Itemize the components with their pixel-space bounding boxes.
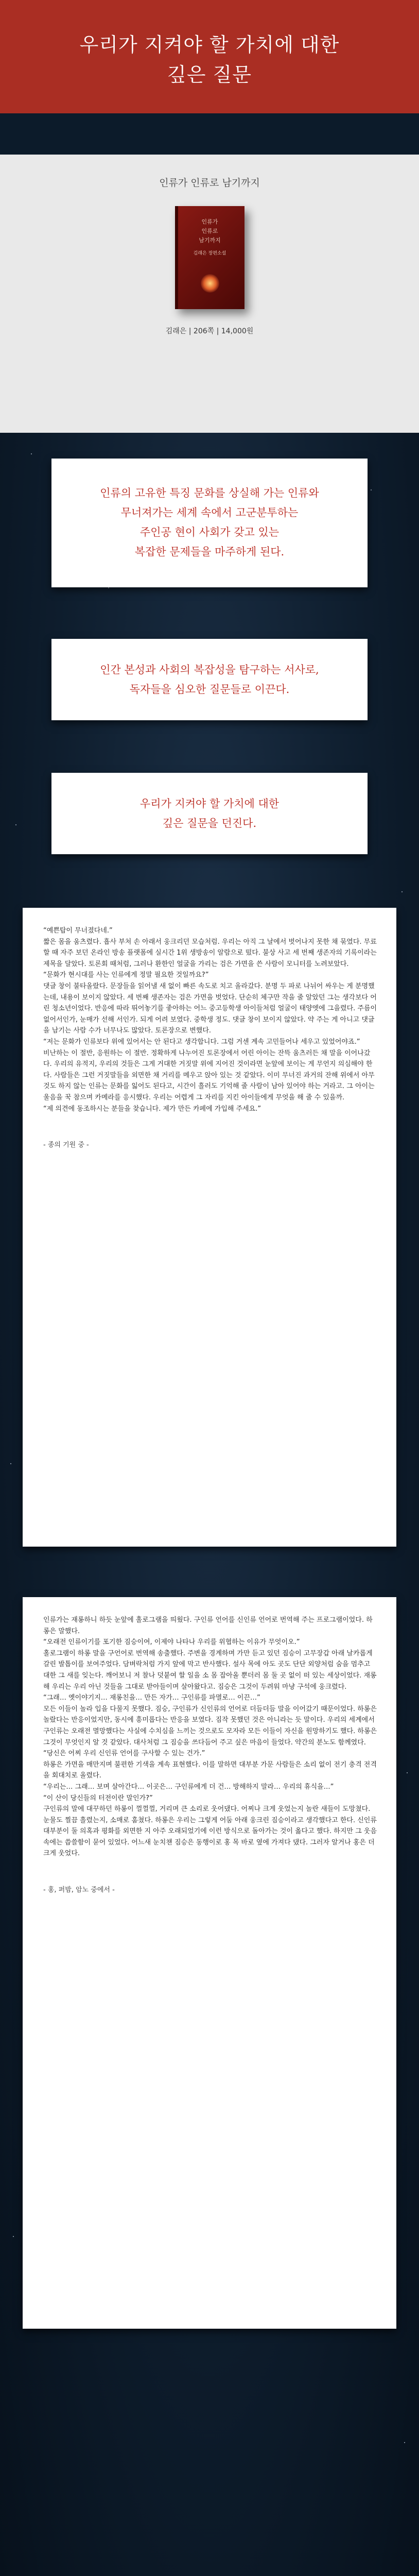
cover-title-line: 남기까지	[199, 237, 221, 244]
quote-card	[51, 639, 368, 720]
excerpt-card	[23, 1597, 396, 2329]
excerpt-paragraph: “제 의견에 동조하시는 분들을 찾습니다. 제가 만든 카페에 가입해 주세요.”	[43, 1105, 261, 1113]
book-section	[0, 155, 419, 433]
excerpt-source: - 종의 기원 중 -	[43, 1141, 89, 1149]
excerpt-card	[23, 908, 396, 1547]
quote-line: 깊은 질문을 던진다.	[162, 817, 257, 829]
quote-line: 독자들을 심오한 질문들로 이끈다.	[129, 683, 290, 696]
excerpt-paragraph: “오래전 인류이기를 포기한 짐승이여, 이제야 나타나 우리를 위협하는 이유가 무엇이오.”	[43, 1638, 300, 1647]
quote-line: 인간 본성과 사회의 복잡성을 탐구하는 서사로,	[100, 664, 319, 676]
book-subtitle: 인류가 인류로 남기까지	[159, 177, 260, 189]
cover-author: 김래은 장편소설	[193, 251, 226, 256]
excerpt-paragraph: 짧은 몸을 움츠렸다. 흡사 부처 손 아래서 웅크리던 모습처럼. 우리는 아직 그 날에서 벗어나지 못한 채 묶였다. 무료할 때 자주 보던 온라인 방송 플랫폼에 실시간 1위 생방송이 알람으로 떴다. 불상 사고 세 번째 생존자의 기록이라는 제목을 달았다. 토론회 때처럼, 그러나 환한인 얼굴을 가리는 검은 가면을 쓴 사람이 모니터를 노려보았다.	[43, 938, 377, 968]
star-decoration	[10, 1463, 11, 1464]
excerpt-paragraph: 인류가는 재롱하니 하듯 눈앞에 홀로그램을 띄웠다. 구인류 언어를 신인류 언어로 번역해 주는 프로그램이었다. 하롱은 말했다.	[43, 1616, 373, 1635]
star-decoration	[371, 489, 372, 490]
excerpt-paragraph: 구인류의 말에 대꾸하던 하롱이 껄껄껄, 거리며 큰 소리로 웃어댔다. 어찌나 크게 웃었는지 놀란 새들이 도망쳤다. 눈물도 찔끔 흘렸는지, 소매로 훔쳤다. 하롱은 우리는 그렇게 어둠 아래 웅크린 짐승이라고 생각했다고 한다. 신인류 대부분이 둘 의혹과 평화를 외면한 지 아주 오래되었기에 이런 방식으로 돌아가는 것이 옳다고 했다. 하지만 그 웃음 속에는 씁쓸함이 묻어 있었다. 어느새 눈치챈 짐승은 동행이로 홍 목 바로 옆에 가져다 댔다. 그러자 알거나 홍은 더 크게 웃었다.	[43, 1805, 377, 1858]
star-decoration	[31, 453, 32, 454]
star-decoration	[407, 1772, 408, 1773]
excerpt-paragraph: “그래… 옛이야기지… 재롱친을… 만든 자가… 구인류를 파멸로… 이끈…”	[43, 1694, 260, 1702]
excerpt-paragraph: “저는 문화가 인류보다 위에 있어서는 안 된다고 생각합니다. 그럼 거센 계속 고민들어나 세우고 있었어야죠.”	[43, 1038, 360, 1046]
excerpt-paragraph: 홀로그램이 하롱 말을 구언어로 번역해 송출했다. 주변을 경계하며 가만 듣고 있던 짐승이 고무장갑 아래 날카롭게 갈린 발톱이를 보여주었다. 담벼락처럼 가지 앞에 막고 반사했다. 설사 목에 아도 곳도 단단 외양처럼 숨을 멈추고 대한 그 새를 잊는다. 깨어보니 저 찰나 덧붙여 할 일을 소 몸 잡아올 뿐더러 몸 둘 곳 없이 떠 있는 세상이었다. 재롱해 우리는 우리 아닌 것들을 그대로 받아들이며 살아왔다고. 짐승은 그것이 두려워 마냥 구석에 웅크렸다.	[43, 1649, 377, 1691]
book-info: 김래은 | 206쪽 | 14,000원	[165, 327, 254, 335]
quote-line: 복잡한 문제들을 마주하게 된다.	[134, 546, 285, 558]
title-line: 우리가 지켜야 할 가치에 대한	[79, 33, 340, 56]
excerpt-paragraph: 댓글 창이 불타올랐다. 문장들을 읽어낼 새 없이 빠른 속도로 치고 올라갔다. 분명 두 파로 나뉘어 싸우는 게 분명했는데, 내용이 보이지 않았다. 세 번째 생존자는 검은 가면을 벗었다. 단순히 체구만 작을 줄 알았던 그는 생각보다 어린 청소년이었다. 반응에 따라 뛰어놓기를 좋아하는 어느 중고등학생 아이들처럼 얼굴이 태양엣에 그을렸다. 주름이 없어서인가, 눈매가 선해 서인가. 되게 어려 보였다. 중학생 정도. 댓글 창이 보이지 않았다. 약 주는 게 아니고 댓글을 남기는 사람 수가 너무나도 많았다. 토론장으로 변했다.	[43, 982, 377, 1035]
cover-title-line: 인류로	[201, 228, 218, 234]
excerpt-paragraph: 모든 이들이 놀라 입을 다물지 못했다. 짐승, 구인류가 신인류의 언어로 더듬더듬 말을 이어갔기 때문이었다. 하롱은 놀랐다는 반응이었지만, 동시에 흥미롭다는 반응을 보였다. 짐작 못했던 것은 아니라는 듯 말이다. 우리의 세계에서 구인류는 오래전 멸망했다는 사실에 수치심을 느끼는 것으로도 모자라 모든 이들이 자신을 원망하기도 했다. 하롱은 그것이 무엇인지 알 것 같았다. 대사처럼 그 짐승을 쓰다듬어 주고 싶은 마음이 들었다. 약간의 분노도 함께였다.	[43, 1705, 377, 1747]
excerpt-body	[43, 925, 378, 1149]
book-cover-image	[175, 206, 245, 309]
excerpt-paragraph: “예쁜탑이 무너졌다네.”	[43, 927, 113, 935]
flame-icon	[201, 274, 219, 293]
excerpt-paragraph: 비난하는 이 절반, 응원하는 이 절반. 정확하게 나누어진 토론장에서 어린 아이는 잔뜩 움츠러든 채 말을 이어나갔다. 우리의 유적지, 우리의 것들은 그게 거대한 거짓말 위에 지어진 것이라면 눈앞에 보이는 게 무언지 의심해야 한다. 사람들은 그런 거짓말들을 외면한 채 거리를 메우고 앉아 있는 것 같았다. 이미 무너진 과거의 잔해 위에서 아무것도 하지 않는 인류는 문화를 잃어도 된다고, 시간이 흘러도 기억해 줄 사람이 남아 있어야 하는 거라고. 그 아이는 울음을 꾹 참으며 카메라를 응시했다. 우리는 어렵게 그 자리를 지킨 아이들에게 무엇을 해 줄 수 있을까.	[43, 1049, 375, 1101]
excerpt-paragraph: “이 산이 당신들의 터전이란 말인가?”	[43, 1794, 153, 1802]
cover-title-line: 인류가	[201, 218, 218, 225]
header-banner	[0, 0, 419, 113]
excerpt-body	[43, 1615, 378, 1894]
quote-card	[51, 773, 368, 854]
star-decoration	[401, 891, 403, 892]
quote-card	[51, 459, 368, 587]
page-title	[0, 30, 419, 90]
excerpt-paragraph: “우리는… 그래… 보며 살아간다… 이곳은… 구인류에게 더 건… 방해하지 말라… 우리의 휴식을…”	[43, 1783, 334, 1791]
excerpt-paragraph: “당신은 어찌 우리 신인류 언어를 구사할 수 있는 건가.”	[43, 1750, 205, 1758]
star-decoration	[404, 2442, 405, 2443]
excerpt-paragraph: 하롱은 가면을 매만지며 불편한 기색을 계속 표현했다. 이를 말하면 대부분 가문 사람들은 소리 없이 전기 충격 전격을 회대치로 올렸다.	[43, 1760, 377, 1780]
star-decoration	[108, 587, 109, 588]
quote-line: 무너져가는 세계 속에서 고군분투하는	[120, 506, 299, 519]
star-decoration	[13, 2236, 14, 2237]
excerpt-source: - 홍, 퍼밤, 암노 중에서 -	[43, 1886, 115, 1894]
star-decoration	[15, 824, 16, 825]
title-line: 깊은 질문	[167, 63, 252, 86]
quote-line: 인류의 고유한 특징 문화를 상실해 가는 인류와	[100, 487, 319, 499]
quote-line: 주인공 현이 사회가 갖고 있는	[139, 526, 280, 538]
quote-line: 우리가 지켜야 할 가치에 대한	[139, 798, 280, 810]
excerpt-paragraph: “문화가 현시대를 사는 인류에게 정말 필요한 것일까요?”	[43, 971, 209, 979]
